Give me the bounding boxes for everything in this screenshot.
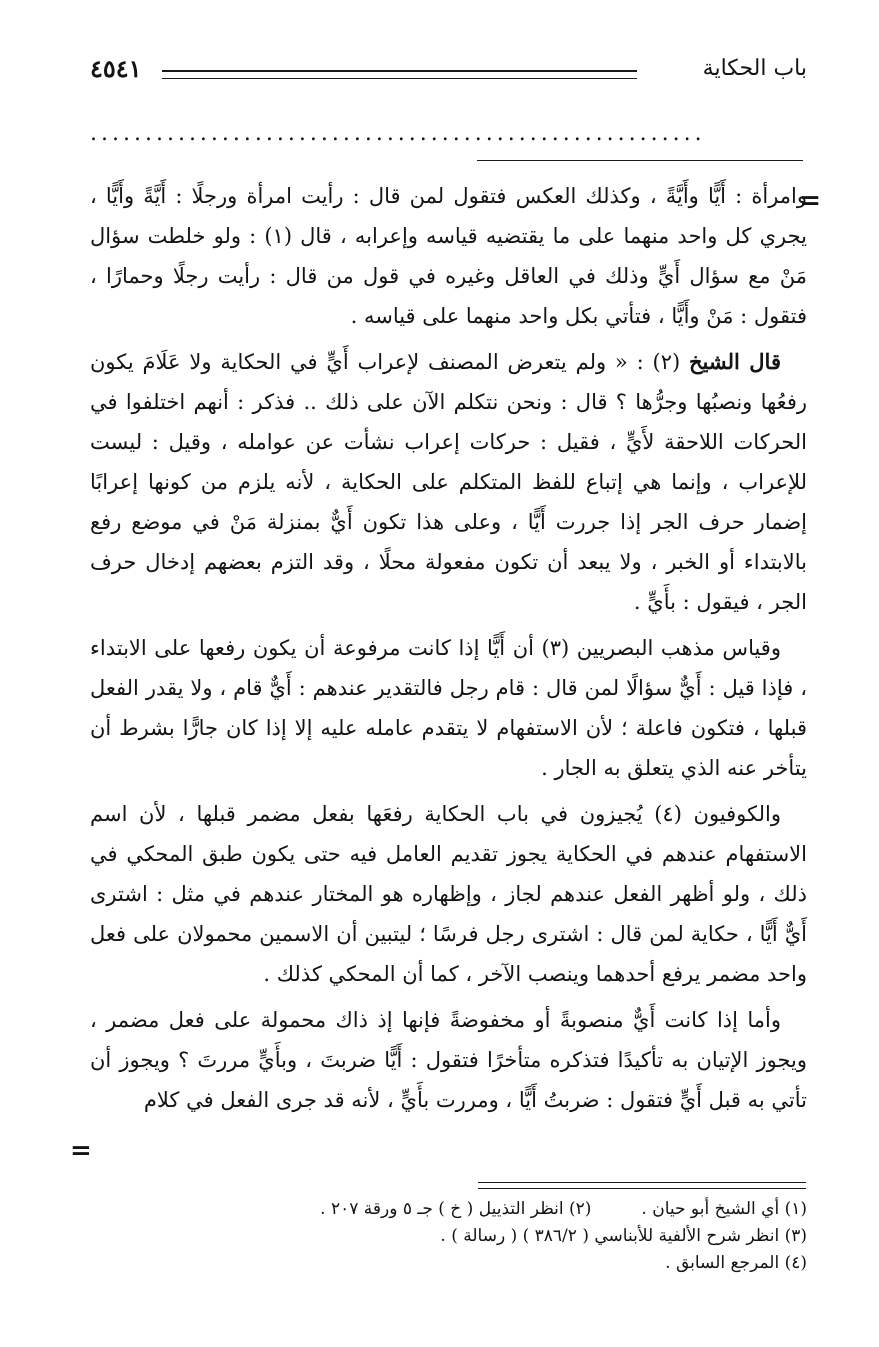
paragraph-text: وقياس مذهب البصريين (٣) أن أَيًّا إذا كانت مرفوعة أن يكون رفعها على الابتداء ، فإذا قيل : أَيٌّ سؤالًا لمن قال : قام رجل فالتقدير عندهم : أَيٌّ قام ، ولا يقدر الفعل قبلها ، فتكون فاعلة ؛ لأن الاستفهام لا يتقدم عامله عليه إلا إذا كان جارًّا بشرط أن يتأخر عنه الذي يتعلق به الجار . bbox=[90, 636, 807, 780]
page-number: ٤٥٤١ bbox=[90, 54, 142, 83]
footnote: (١) أي الشيخ أبو حيان . bbox=[641, 1199, 807, 1219]
footnotes bbox=[90, 1196, 807, 1277]
footnote-rule bbox=[478, 1188, 806, 1189]
paragraph bbox=[90, 1000, 807, 1120]
paragraph bbox=[90, 176, 807, 336]
header-rule bbox=[162, 70, 637, 79]
page-header bbox=[90, 56, 807, 92]
footnote: (٢) انظر التذييل ( خ ) جـ ٥ ورقة ٢٠٧ . bbox=[320, 1199, 592, 1219]
paragraph-text: والكوفيون (٤) يُجيزون في باب الحكاية رفعَها بفعل مضمر قبلها ، لأن اسم الاستفهام عندهم في الحكاية يجوز تقديم العامل فيه حتى يكون طبق المحكي في ذلك ، ولو أظهر الفعل عندهم لجاز ، وإظهاره هو المختار عندهم في مثل : اشترى أَيٌّ أَيًّا ، حكاية لمن قال : اشترى رجل فرسًا ؛ ليتبين أن الاسمين محمولان على فعل واحد مضمر يرفع أحدهما وينصب الآخر ، كما أن المحكي كذلك . bbox=[90, 802, 807, 986]
paragraph-text: وامرأة : أَيًّا وأَيَّةً ، وكذلك العكس فتقول لمن قال : رأيت امرأة ورجلًا : أَيَّةً وأَيًّا ، يجري كل واحد منهما على ما يقتضيه قياسه وإعرابه ، قال (١) : ولو خلطت سؤال مَنْ مع سؤال أَيٍّ وذلك في العاقل وغيره في قول من قال : رأيت رجلًا وحمارًا ، فتقول : مَنْ وأَيًّا ، فتأتي بكل واحد منهما على قياسه . bbox=[90, 184, 807, 328]
paragraph bbox=[90, 628, 807, 788]
footnote: (٣) انظر شرح الألفية للأبناسي ( ٣٨٦/٢ ) ( رسالة ) . bbox=[440, 1226, 807, 1246]
footnote-row bbox=[90, 1196, 807, 1223]
paragraph-text: (٢) : « ولم يتعرض المصنف لإعراب أَيٍّ في الحكاية ولا عَلَامَ يكون رفعُها ونصبُها وجرُّها ؟ قال : ونحن نتكلم الآن على ذلك .. فذكر : أنهم اختلفوا في الحركات اللاحقة لأَيٍّ ، فقيل : حركات إعراب نشأت عن عوامله ، وقيل : ليست للإعراب ، وإنما هي إتباع للفظ المتكلم على الحكاية ، لأنه يلزم من كونها إعرابًا إضمار حرف الجر إذا جررت أَيًّا ، وعلى هذا تكون أَيٌّ بمنزلة مَنْ في موضع رفع بالابتداء أو الخبر ، ولا يبعد أن تكون مفعولة محلًا ، وقد التزم بعضهم إدخال حرف الجر ، فيقول : بأَيٍّ . bbox=[90, 350, 807, 614]
running-head: باب الحكاية bbox=[702, 56, 807, 81]
paragraph-text: وأما إذا كانت أَيٌّ منصوبةً أو مخفوضةً فإنها إذ ذاك محمولة على فعل مضمر ، ويجوز الإتيان به تأكيدًا فتذكره متأخرًا فتقول : أَيًّا ضربتَ ، وبأَيٍّ مررتَ ؟ ويجوز أن تأتي به قبل أَيٍّ فتقول : ضربتُ أَيًّا ، ومررت بأَيٍّ ، لأنه قد جرى الفعل في كلام bbox=[90, 1008, 807, 1112]
paragraph-lead: قال الشيخ bbox=[688, 349, 781, 374]
paragraph bbox=[90, 794, 807, 994]
footnote: (٤) المرجع السابق . bbox=[665, 1253, 807, 1273]
section-rule bbox=[477, 160, 803, 161]
continuation-mark-top: = bbox=[799, 186, 821, 216]
footnote-rule bbox=[478, 1182, 806, 1183]
main-text bbox=[90, 176, 807, 1126]
dotted-separator: ........................................................ bbox=[90, 124, 706, 144]
continuation-mark-bottom: = bbox=[70, 1136, 92, 1166]
paragraph bbox=[90, 342, 807, 622]
